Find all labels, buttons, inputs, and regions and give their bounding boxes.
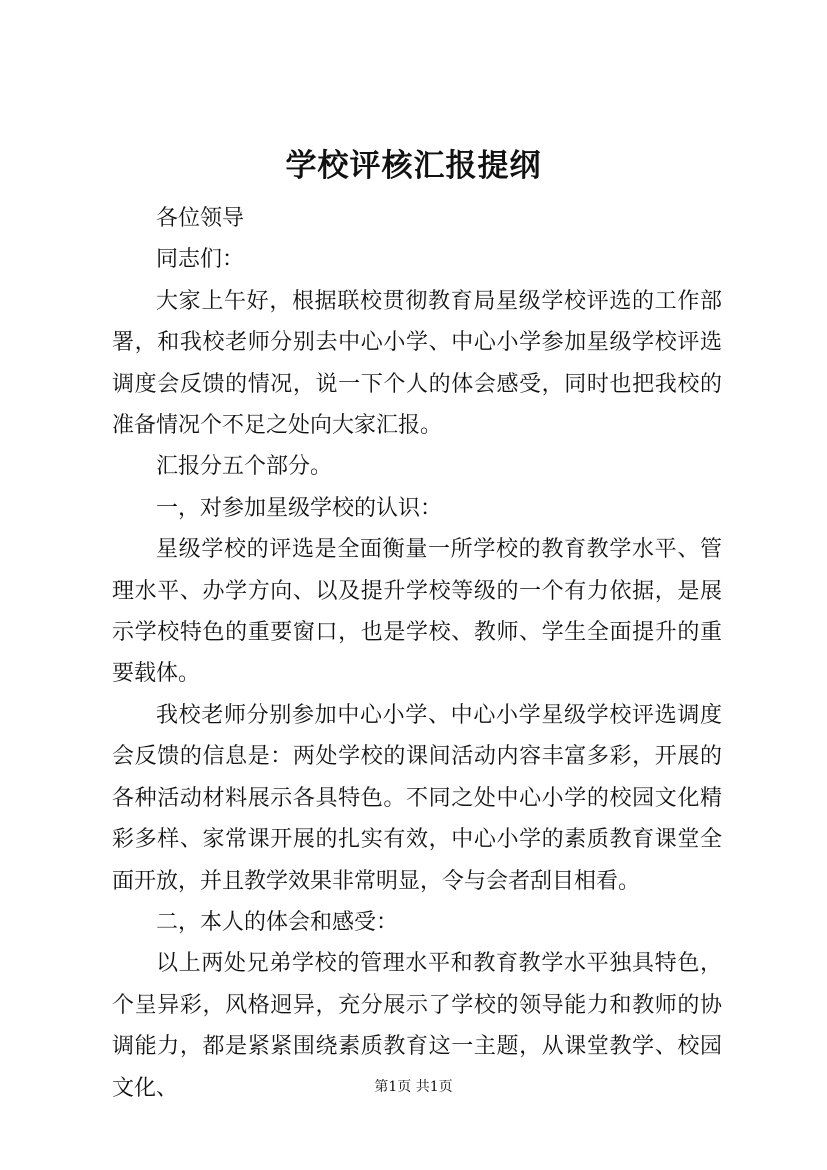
salutation-comrades: 同志们： <box>156 247 245 273</box>
page-footer: 第1页 共1页 <box>374 1079 453 1095</box>
paragraph-star-school: 星级学校的评选是全面衡量一所学校的教育教学水平、管理水平、办学方向、以及提升学校等级的一个有力依据，是展示学校特色的重要窗口，也是学校、教师、学生全面提升的重要载体。 <box>112 537 722 687</box>
paragraph-intro: 大家上午好，根据联校贯彻教育局星级学校评选的工作部署，和我校老师分别去中心小学、中心小学参加星级学校评选调度会反馈的情况，说一下个人的体会感受，同时也把我校的准备情况个不足之处向大家汇报。 <box>112 288 722 439</box>
document-title: 学校评核汇报提纲 <box>285 148 542 184</box>
paragraph-impressions: 以上两处兄弟学校的管理水平和教育教学水平独具特色，个呈异彩，风格迥异，充分展示了学校的领导能力和教师的协调能力，都是紧紧围绕素质教育这一主题，从课堂教学、校园文化、 <box>112 951 722 1101</box>
section-heading-1: 一，对参加星级学校的认识： <box>156 495 443 521</box>
section-heading-2: 二，本人的体会和感受： <box>156 909 399 935</box>
paragraph-outline: 汇报分五个部分。 <box>156 454 333 480</box>
salutation-leaders: 各位领导 <box>156 206 245 231</box>
paragraph-feedback: 我校老师分别参加中心小学、中心小学星级学校评选调度会反馈的信息是：两处学校的课间活动内容丰富多彩，开展的各种活动材料展示各具特色。不同之处中心小学的校园文化精彩多样、家常课开展的扎实有效，中心小学的素质教育课堂全面开放，并且教学效果非常明显，令与会者刮目相看。 <box>112 702 722 894</box>
document-body <box>112 198 722 1109</box>
